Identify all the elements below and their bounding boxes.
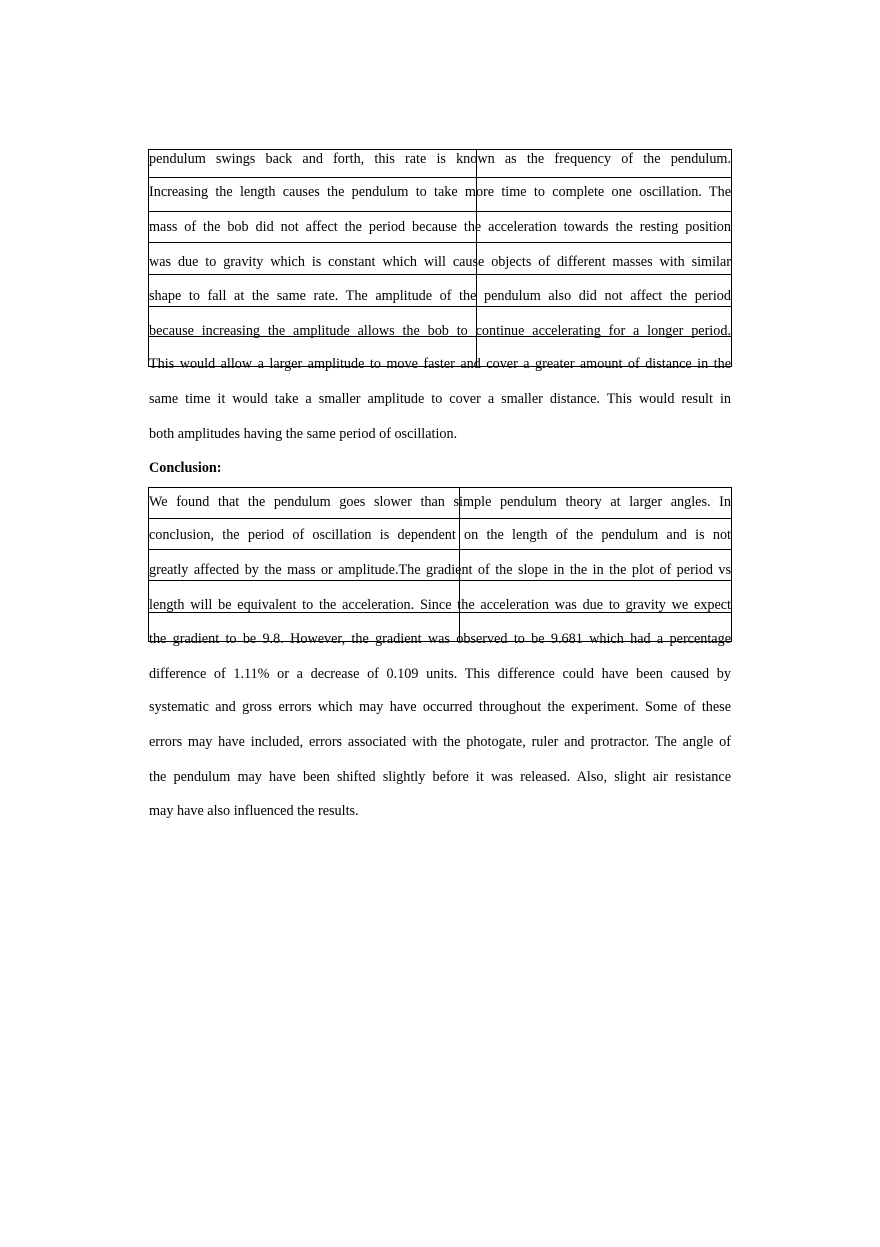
table-grid-1-row-divider [148, 211, 732, 212]
paragraph-1-line: both amplitudes having the same period of oscillation. [149, 426, 458, 442]
paragraph-1-line: This would allow a larger amplitude to move faster and cover a greater amount of distance in the [149, 356, 731, 372]
paragraph-1-line: pendulum swings back and forth, this rate is known as the frequency of the pendulum. [149, 151, 731, 167]
table-grid-1-row-divider [148, 274, 732, 275]
table-grid-2-row-divider [148, 580, 732, 581]
paragraph-2-line: difference of 1.11% or a decrease of 0.109 units. This difference could have been caused by [149, 666, 731, 682]
table-grid-2-row-divider [148, 549, 732, 550]
table-grid-1-row-divider [148, 306, 732, 307]
paragraph-1-line: same time it would take a smaller amplitude to cover a smaller distance. This would result in [149, 391, 731, 407]
paragraph-2-line: length will be equivalent to the acceleration. Since the acceleration was due to gravity we expect [149, 597, 731, 613]
paragraph-2-line: conclusion, the period of oscillation is dependent on the length of the pendulum and is not [149, 527, 731, 543]
paragraph-2-line: We found that the pendulum goes slower than simple pendulum theory at larger angles. In [149, 494, 731, 510]
paragraph-2-line: the gradient to be 9.8. However, the gradient was observed to be 9.681 which had a percentage [149, 631, 731, 647]
paragraph-1-line: Increasing the length causes the pendulum to take more time to complete one oscillation. The [149, 184, 731, 200]
paragraph-2-line: the pendulum may have been shifted slightly before it was released. Also, slight air resistance [149, 769, 731, 785]
paragraph-2-line: errors may have included, errors associated with the photogate, ruler and protractor. The angle of [149, 734, 731, 750]
paragraph-1-line: was due to gravity which is constant which will cause objects of different masses with similar [149, 254, 731, 270]
paragraph-2-line: may have also influenced the results. [149, 803, 359, 819]
table-grid-2-row-divider [148, 518, 732, 519]
paragraph-2-line: greatly affected by the mass or amplitude.The gradient of the slope in the in the plot of period vs [149, 562, 731, 578]
paragraph-1-line: because increasing the amplitude allows the bob to continue accelerating for a longer period. [149, 323, 731, 339]
paragraph-1-line: mass of the bob did not affect the period because the acceleration towards the resting position [149, 219, 731, 235]
paragraph-1-line: shape to fall at the same rate. The amplitude of the pendulum also did not affect the period [149, 288, 731, 304]
conclusion-heading: Conclusion: [149, 460, 222, 476]
table-grid-1-row-divider [148, 242, 732, 243]
table-grid-1-row-divider [148, 177, 732, 178]
paragraph-2-line: systematic and gross errors which may have occurred throughout the experiment. Some of these [149, 699, 731, 715]
